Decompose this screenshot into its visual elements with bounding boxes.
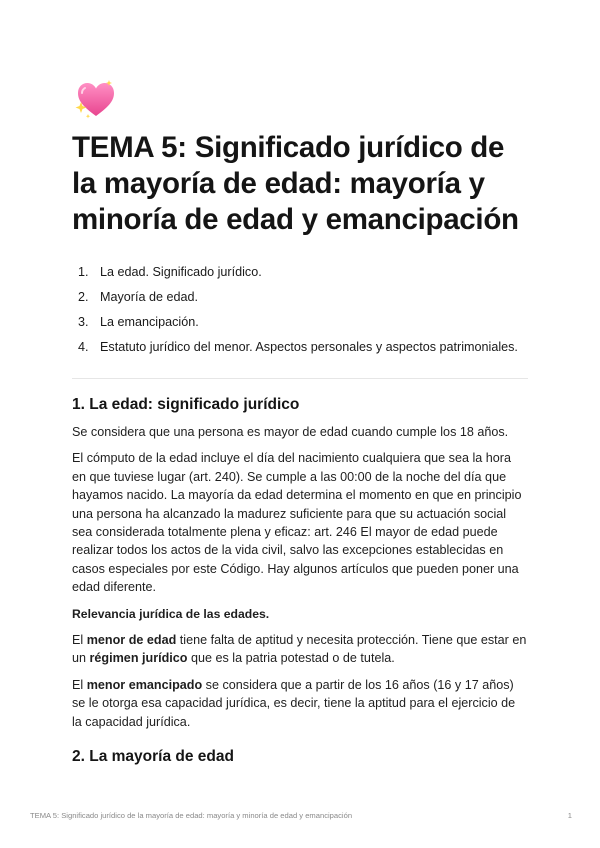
footer-text: TEMA 5: Significado jurídico de la mayoría de edad: mayoría y minoría de edad y emancipación bbox=[30, 811, 353, 820]
page-number: 1 bbox=[567, 811, 572, 820]
section-heading: 2. La mayoría de edad bbox=[72, 748, 234, 766]
paragraph: El cómputo de la edad incluye el día del nacimiento cualquiera que sea la hora en que tuviese lugar (art. 240). Se cumple a las 00:00 de la noche del día que hayamos nacido. La mayoría da edad determina el momento en que en principio una persona ha alcanzado la madurez suficiente para que su actuación social sea considerada totalmente plena y eficaz: art. 246 El mayor de edad puede realizar todos los actos de la vida civil, salvo las excepciones establecidas en casos especiales por este Código. Hay algunos artículos que pueden poner una edad diferente. bbox=[72, 451, 522, 595]
list-item: 2. Mayoría de edad. bbox=[78, 290, 199, 304]
document-page bbox=[72, 78, 528, 767]
list-item: 4. Estatuto jurídico del menor. Aspectos personales y aspectos patrimoniales. bbox=[78, 340, 518, 354]
list-item: 3. La emancipación. bbox=[78, 315, 199, 329]
subheading: Relevancia jurídica de las edades. bbox=[72, 606, 270, 621]
paragraph: Se considera que una persona es mayor de edad cuando cumple los 18 años. bbox=[72, 425, 509, 439]
paragraph: El menor emancipado se considera que a partir de los 16 años (16 y 17 años) se le otorga esa capacidad jurídica, es decir, tiene la aptitud para el ejercicio de la capacidad jurídica. bbox=[72, 677, 516, 729]
paragraph: El menor de edad tiene falta de aptitud y necesita protección. Tiene que estar en un régimen jurídico que es la patria potestad o de tutela. bbox=[72, 633, 527, 666]
table-of-contents bbox=[72, 264, 528, 379]
page-footer bbox=[30, 811, 572, 820]
page-title: TEMA 5: Significado jurídico de la mayoría de edad: mayoría y minoría de edad y emancipación bbox=[72, 131, 519, 236]
section-heading: 1. La edad: significado jurídico bbox=[72, 396, 300, 413]
sparkling-heart-icon bbox=[72, 78, 116, 122]
list-item: 1. La edad. Significado jurídico. bbox=[78, 265, 262, 279]
